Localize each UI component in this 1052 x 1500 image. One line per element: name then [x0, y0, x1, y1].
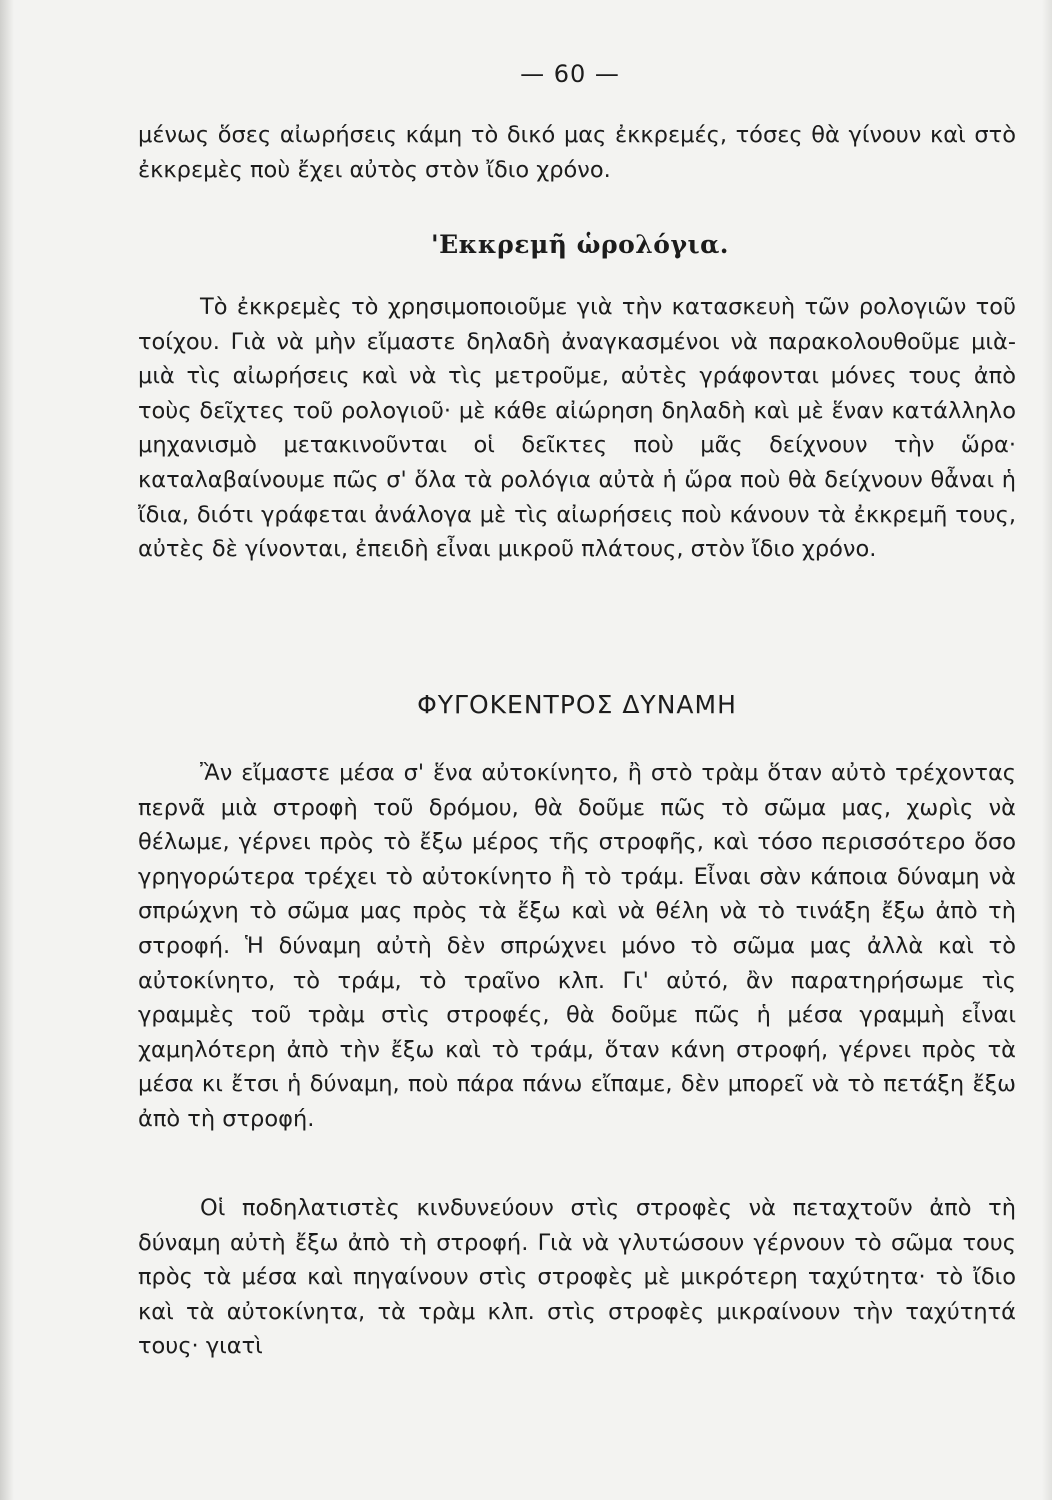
pendulum-clock-paragraph: Τὸ ἐκκρεμὲς τὸ χρησιμοποιοῦμε γιὰ τὴν κατασκευὴ τῶν ρολογιῶν τοῦ τοίχου. Γιὰ νὰ μὴν εἴμαστε δηλαδὴ ἀναγκασμένοι νὰ παρακολουθοῦμε μιὰ-μιὰ τὶς αἰωρήσεις καὶ νὰ τὶς μετροῦμε, αὐτὲς γράφονται μόνες τους ἀπὸ τοὺς δεῖχτες τοῦ ρολογιοῦ· μὲ κάθε αἰώρηση δηλαδὴ καὶ μὲ ἕναν κατάλληλο μηχανισμὸ μετακινοῦνται οἱ δεῖκτες ποὺ μᾶς δείχνουν τὴν ὥρα· καταλαβαίνουμε πῶς σ' ὅλα τὰ ρολόγια αὐτὰ ἡ ὥρα ποὺ θὰ δείχνουν θἆναι ἡ ἴδια, διότι γράφεται ἀνάλογα μὲ τὶς αἰωρήσεις ποὺ κάνουν τὰ ἐκκρεμῆ τους, αὐτὲς δὲ γίνονται, ἐπειδὴ εἶναι μικροῦ πλάτους, στὸν ἴδιο χρόνο.	[138, 294, 1016, 563]
continuation-text	[138, 118, 1016, 187]
cyclists-text	[138, 1191, 1016, 1364]
centrifugal-text	[138, 756, 1016, 1137]
subsection-heading: 'Εκκρεμῆ ὡρολόγια.	[430, 230, 730, 259]
binding-shadow	[0, 0, 14, 1500]
pendulum-clock-text	[138, 290, 1016, 567]
cyclists-paragraph: Οἱ ποδηλατιστὲς κινδυνεύουν στὶς στροφὲς νὰ πεταχτοῦν ἀπὸ τὴ δύναμη αὐτὴ ἔξω ἀπὸ τὴ στροφή. Γιὰ νὰ γλυτώσουν γέρνουν τὸ σῶμα τους πρὸς τὰ μέσα καὶ πηγαίνουν στὶς στροφὲς μὲ μικρότερη ταχύτητα· τὸ ἴδιο καὶ τὰ αὐτοκίνητα, τὰ τρὰμ κλπ. στὶς στροφὲς μικραίνουν τὴν ταχύτητά τους· γιατὶ	[138, 1195, 1016, 1360]
continuation-paragraph: μένως ὅσες αἰωρήσεις κάμη τὸ δικό μας ἐκκρεμές, τόσες θὰ γίνουν καὶ στὸ ἐκκρεμὲς ποὺ ἔχει αὐτὸς στὸν ἴδιο χρόνο.	[138, 122, 1016, 183]
section-title: ΦΥΓΟΚΕΝΤΡΟΣ ΔΥΝΑΜΗ	[417, 690, 737, 719]
centrifugal-paragraph: Ἂν εἴμαστε μέσα σ' ἕνα αὐτοκίνητο, ἢ στὸ τρὰμ ὅταν αὐτὸ τρέχοντας περνᾶ μιὰ στροφὴ τοῦ δρόμου, θὰ δοῦμε πῶς τὸ σῶμα μας, χωρὶς νὰ θέλωμε, γέρνει πρὸς τὸ ἔξω μέρος τῆς στροφῆς, καὶ τόσο περισσότερο ὅσο γρηγορώτερα τρέχει τὸ αὐτοκίνητο ἢ τὸ τράμ. Εἶναι σὰν κάποια δύναμη νὰ σπρώχνη τὸ σῶμα μας πρὸς τὰ ἔξω καὶ νὰ θέλη νὰ τὸ τινάξη ἔξω ἀπὸ τὴ στροφή. Ἡ δύναμη αὐτὴ δὲν σπρώχνει μόνο τὸ σῶμα μας ἀλλὰ καὶ τὸ αὐτοκίνητο, τὸ τράμ, τὸ τραῖνο κλπ. Γι' αὐτό, ἂν παρατηρήσωμε τὶς γραμμὲς τοῦ τρὰμ στὶς στροφές, θὰ δοῦμε πῶς ἡ μέσα γραμμὴ εἶναι χαμηλότερη ἀπὸ τὴν ἔξω καὶ τὸ τράμ, ὅταν κάνη στροφή, γέρνει πρὸς τὰ μέσα κι ἔτσι ἡ δύναμη, ποὺ πάρα πάνω εἴπαμε, δὲν μπορεῖ νὰ τὸ πετάξη ἔξω ἀπὸ τὴ στροφή.	[138, 760, 1016, 1132]
page-number: — 60 —	[520, 60, 620, 88]
page-edge	[1042, 0, 1052, 1500]
